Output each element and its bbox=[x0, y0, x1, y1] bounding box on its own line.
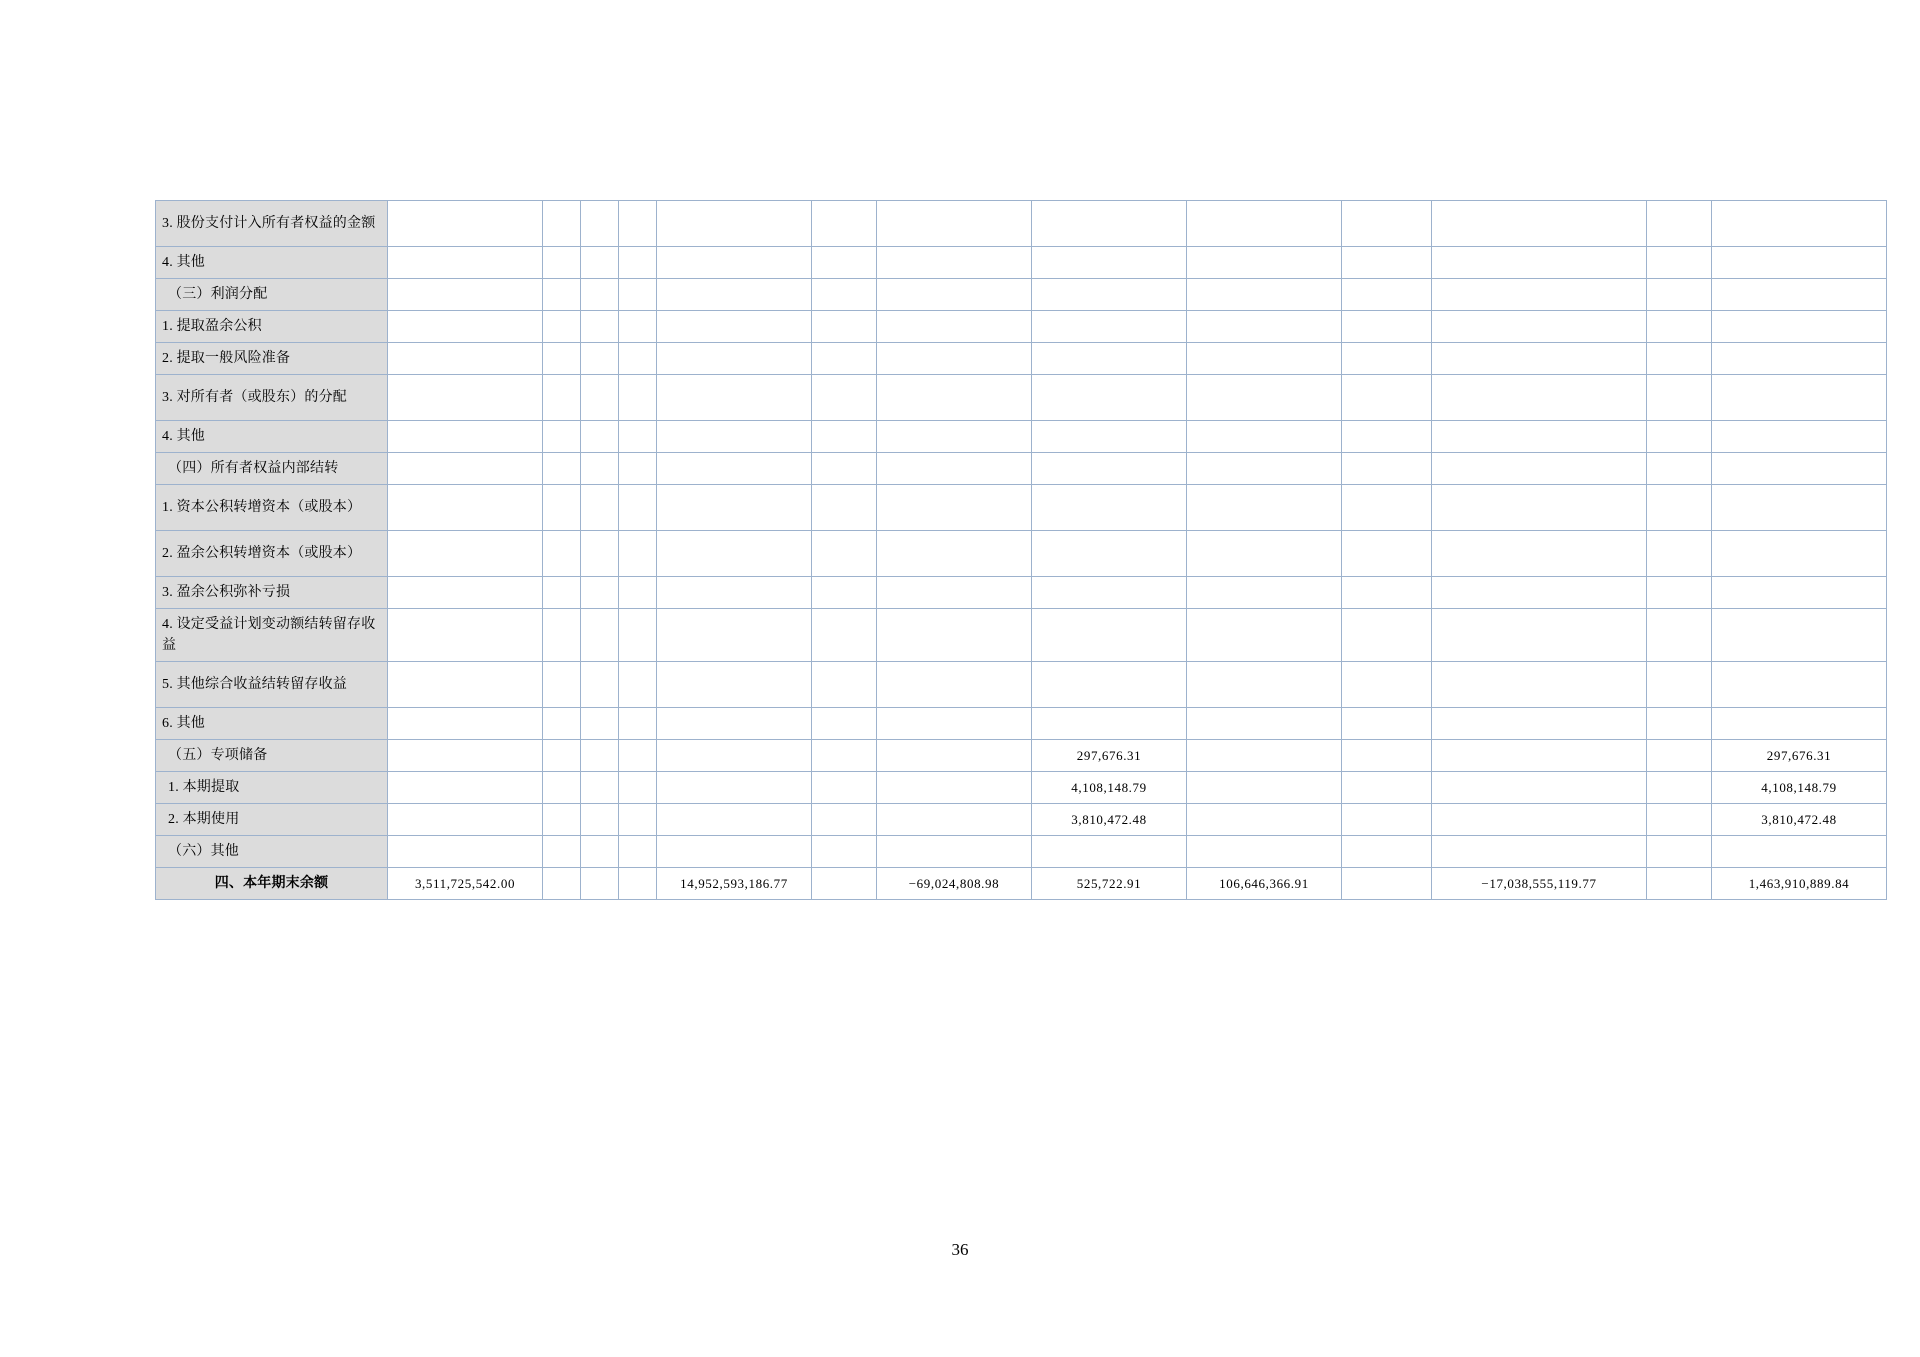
row-label: （三）利润分配 bbox=[156, 279, 388, 311]
table-row bbox=[156, 201, 1887, 247]
table-cell bbox=[1342, 804, 1432, 836]
table-cell bbox=[388, 531, 543, 577]
table-cell bbox=[388, 421, 543, 453]
table-cell bbox=[388, 804, 543, 836]
table-cell bbox=[1647, 772, 1712, 804]
table-cell bbox=[657, 609, 812, 662]
table-row bbox=[156, 247, 1887, 279]
table-cell bbox=[657, 421, 812, 453]
table-cell bbox=[1342, 247, 1432, 279]
table-cell bbox=[1432, 836, 1647, 868]
table-cell bbox=[812, 201, 877, 247]
table-cell bbox=[877, 247, 1032, 279]
table-cell bbox=[812, 868, 877, 900]
table-cell bbox=[812, 343, 877, 375]
row-label: 2. 盈余公积转增资本（或股本） bbox=[156, 531, 388, 577]
table-cell bbox=[388, 708, 543, 740]
table-cell bbox=[1712, 247, 1887, 279]
table-row bbox=[156, 311, 1887, 343]
table-cell bbox=[1712, 453, 1887, 485]
table-cell: 106,646,366.91 bbox=[1187, 868, 1342, 900]
table-cell bbox=[812, 531, 877, 577]
table-cell bbox=[619, 804, 657, 836]
table-cell bbox=[388, 772, 543, 804]
table-cell bbox=[1032, 836, 1187, 868]
table-cell bbox=[877, 311, 1032, 343]
table-cell bbox=[1712, 531, 1887, 577]
table-cell bbox=[581, 279, 619, 311]
table-cell bbox=[581, 311, 619, 343]
table-cell bbox=[1187, 609, 1342, 662]
row-label: 3. 对所有者（或股东）的分配 bbox=[156, 375, 388, 421]
table-cell bbox=[619, 279, 657, 311]
table-cell bbox=[388, 485, 543, 531]
table-cell bbox=[877, 453, 1032, 485]
table-cell bbox=[1187, 836, 1342, 868]
table-cell bbox=[543, 375, 581, 421]
table-cell bbox=[619, 708, 657, 740]
table-cell bbox=[581, 343, 619, 375]
table-cell bbox=[1187, 485, 1342, 531]
table-cell bbox=[1432, 279, 1647, 311]
table-cell bbox=[543, 708, 581, 740]
table-cell bbox=[1712, 311, 1887, 343]
table-cell bbox=[1712, 836, 1887, 868]
table-cell bbox=[1187, 804, 1342, 836]
table-cell bbox=[581, 453, 619, 485]
table-cell bbox=[581, 531, 619, 577]
table-cell bbox=[619, 577, 657, 609]
table-cell bbox=[581, 375, 619, 421]
table-cell bbox=[1187, 531, 1342, 577]
table-cell bbox=[581, 740, 619, 772]
table-cell bbox=[1032, 531, 1187, 577]
table-cell bbox=[1032, 662, 1187, 708]
table-cell bbox=[1187, 662, 1342, 708]
table-cell bbox=[877, 421, 1032, 453]
table-cell bbox=[1432, 311, 1647, 343]
table-cell bbox=[581, 577, 619, 609]
table-cell bbox=[1647, 311, 1712, 343]
table-cell bbox=[388, 311, 543, 343]
table-cell bbox=[619, 311, 657, 343]
table-cell bbox=[1647, 279, 1712, 311]
table-cell bbox=[388, 343, 543, 375]
table-cell bbox=[1432, 421, 1647, 453]
row-label: 四、本年期末余额 bbox=[156, 868, 388, 900]
row-label: （四）所有者权益内部结转 bbox=[156, 453, 388, 485]
table-cell bbox=[543, 453, 581, 485]
page-number: 36 bbox=[951, 1240, 969, 1259]
table-cell bbox=[1432, 247, 1647, 279]
table-cell bbox=[1647, 531, 1712, 577]
table-cell bbox=[388, 247, 543, 279]
table-cell bbox=[657, 772, 812, 804]
table-cell bbox=[619, 247, 657, 279]
table-cell bbox=[812, 453, 877, 485]
table-cell bbox=[657, 662, 812, 708]
table-cell bbox=[581, 662, 619, 708]
table-cell bbox=[1187, 201, 1342, 247]
table-cell bbox=[543, 311, 581, 343]
table-cell bbox=[812, 740, 877, 772]
table-cell bbox=[812, 708, 877, 740]
table-cell bbox=[619, 421, 657, 453]
table-cell bbox=[543, 531, 581, 577]
table-cell bbox=[1432, 201, 1647, 247]
table-cell bbox=[1032, 279, 1187, 311]
table-cell bbox=[581, 772, 619, 804]
table-row bbox=[156, 453, 1887, 485]
table-cell bbox=[1432, 708, 1647, 740]
table-cell bbox=[581, 708, 619, 740]
table-cell bbox=[581, 485, 619, 531]
table-cell bbox=[1712, 375, 1887, 421]
table-cell bbox=[543, 804, 581, 836]
row-label: （六）其他 bbox=[156, 836, 388, 868]
statement-of-changes-in-equity-table bbox=[155, 200, 1887, 900]
table-cell bbox=[388, 740, 543, 772]
table-cell bbox=[877, 485, 1032, 531]
table-cell: 4,108,148.79 bbox=[1712, 772, 1887, 804]
table-cell bbox=[543, 662, 581, 708]
table-cell bbox=[543, 247, 581, 279]
table-cell bbox=[657, 708, 812, 740]
table-row bbox=[156, 375, 1887, 421]
table-cell: 297,676.31 bbox=[1032, 740, 1187, 772]
table-cell bbox=[1342, 279, 1432, 311]
table-cell bbox=[877, 375, 1032, 421]
table-cell: 14,952,593,186.77 bbox=[657, 868, 812, 900]
table-row bbox=[156, 708, 1887, 740]
table-cell bbox=[1432, 485, 1647, 531]
table-cell bbox=[1647, 343, 1712, 375]
table-cell bbox=[1432, 577, 1647, 609]
table-cell bbox=[543, 343, 581, 375]
table-cell bbox=[619, 836, 657, 868]
row-label: 4. 其他 bbox=[156, 421, 388, 453]
row-label: 2. 本期使用 bbox=[156, 804, 388, 836]
table-cell bbox=[619, 772, 657, 804]
table-cell bbox=[812, 609, 877, 662]
table-row bbox=[156, 343, 1887, 375]
table-cell bbox=[619, 662, 657, 708]
table-cell bbox=[1647, 485, 1712, 531]
table-cell bbox=[1032, 343, 1187, 375]
table-cell bbox=[1712, 279, 1887, 311]
table-cell bbox=[388, 453, 543, 485]
table-cell bbox=[657, 453, 812, 485]
table-cell bbox=[1432, 804, 1647, 836]
row-label: （五）专项储备 bbox=[156, 740, 388, 772]
table-cell: 525,722.91 bbox=[1032, 868, 1187, 900]
table-cell bbox=[877, 708, 1032, 740]
table-cell bbox=[657, 740, 812, 772]
table-cell bbox=[543, 577, 581, 609]
table-cell bbox=[581, 836, 619, 868]
row-label: 6. 其他 bbox=[156, 708, 388, 740]
row-label: 4. 其他 bbox=[156, 247, 388, 279]
table-cell bbox=[1342, 311, 1432, 343]
table-cell bbox=[657, 311, 812, 343]
table-cell bbox=[657, 343, 812, 375]
table-cell bbox=[1342, 375, 1432, 421]
table-cell bbox=[657, 577, 812, 609]
table-cell bbox=[1342, 531, 1432, 577]
table-row bbox=[156, 421, 1887, 453]
row-label: 3. 股份支付计入所有者权益的金额 bbox=[156, 201, 388, 247]
table-cell bbox=[388, 609, 543, 662]
table-cell bbox=[1342, 868, 1432, 900]
table-cell bbox=[619, 201, 657, 247]
table-cell bbox=[877, 804, 1032, 836]
row-label: 4. 设定受益计划变动额结转留存收益 bbox=[156, 609, 388, 662]
table-cell bbox=[1342, 662, 1432, 708]
table-cell bbox=[877, 201, 1032, 247]
table-cell bbox=[812, 772, 877, 804]
table-cell bbox=[388, 279, 543, 311]
table-cell bbox=[877, 279, 1032, 311]
table-cell bbox=[1342, 740, 1432, 772]
table-cell bbox=[1032, 485, 1187, 531]
table-cell bbox=[812, 375, 877, 421]
table-cell bbox=[1647, 609, 1712, 662]
statement-of-changes-in-equity-table-wrap bbox=[155, 200, 1850, 900]
table-cell bbox=[877, 531, 1032, 577]
table-cell bbox=[812, 421, 877, 453]
table-cell bbox=[812, 836, 877, 868]
table-cell bbox=[1342, 772, 1432, 804]
table-cell bbox=[1647, 421, 1712, 453]
table-cell bbox=[581, 201, 619, 247]
table-cell bbox=[581, 609, 619, 662]
table-cell bbox=[877, 836, 1032, 868]
table-cell bbox=[619, 485, 657, 531]
table-cell: 297,676.31 bbox=[1712, 740, 1887, 772]
table-cell: 1,463,910,889.84 bbox=[1712, 868, 1887, 900]
table-row bbox=[156, 868, 1887, 900]
table-cell bbox=[1647, 453, 1712, 485]
table-cell bbox=[581, 804, 619, 836]
table-cell bbox=[812, 662, 877, 708]
table-cell bbox=[1342, 201, 1432, 247]
table-cell bbox=[1187, 708, 1342, 740]
table-cell bbox=[1342, 609, 1432, 662]
table-cell bbox=[1342, 485, 1432, 531]
table-cell bbox=[1187, 421, 1342, 453]
table-cell bbox=[1647, 836, 1712, 868]
table-cell bbox=[1647, 375, 1712, 421]
table-cell bbox=[1187, 577, 1342, 609]
table-cell bbox=[812, 279, 877, 311]
table-cell bbox=[877, 662, 1032, 708]
table-row bbox=[156, 531, 1887, 577]
table-cell bbox=[812, 311, 877, 343]
table-cell bbox=[1712, 201, 1887, 247]
table-cell bbox=[543, 609, 581, 662]
table-cell bbox=[619, 453, 657, 485]
table-cell bbox=[657, 485, 812, 531]
table-cell bbox=[619, 375, 657, 421]
table-cell: −17,038,555,119.77 bbox=[1432, 868, 1647, 900]
table-row bbox=[156, 609, 1887, 662]
table-cell bbox=[1342, 836, 1432, 868]
table-cell bbox=[877, 577, 1032, 609]
table-cell bbox=[388, 577, 543, 609]
table-cell bbox=[657, 375, 812, 421]
table-cell bbox=[388, 662, 543, 708]
table-cell bbox=[1032, 609, 1187, 662]
table-cell bbox=[1432, 453, 1647, 485]
table-cell bbox=[1342, 343, 1432, 375]
table-cell bbox=[877, 609, 1032, 662]
table-cell bbox=[543, 421, 581, 453]
table-cell bbox=[657, 531, 812, 577]
table-cell bbox=[543, 201, 581, 247]
table-cell bbox=[543, 868, 581, 900]
table-row bbox=[156, 836, 1887, 868]
row-label: 1. 提取盈余公积 bbox=[156, 311, 388, 343]
table-cell: 4,108,148.79 bbox=[1032, 772, 1187, 804]
table-cell bbox=[1187, 375, 1342, 421]
table-cell bbox=[1647, 247, 1712, 279]
table-cell bbox=[1342, 453, 1432, 485]
table-cell bbox=[877, 740, 1032, 772]
table-cell bbox=[1187, 311, 1342, 343]
table-row bbox=[156, 279, 1887, 311]
table-cell bbox=[1187, 279, 1342, 311]
table-cell bbox=[1032, 708, 1187, 740]
table-cell bbox=[1432, 740, 1647, 772]
table-cell bbox=[388, 836, 543, 868]
table-cell: 3,511,725,542.00 bbox=[388, 868, 543, 900]
table-cell bbox=[1432, 772, 1647, 804]
table-cell bbox=[1432, 375, 1647, 421]
table-cell bbox=[1032, 421, 1187, 453]
table-cell bbox=[543, 279, 581, 311]
table-cell bbox=[1032, 247, 1187, 279]
table-cell bbox=[1712, 609, 1887, 662]
table-cell bbox=[1032, 577, 1187, 609]
table-cell: 3,810,472.48 bbox=[1032, 804, 1187, 836]
table-cell bbox=[1712, 421, 1887, 453]
table-cell bbox=[581, 868, 619, 900]
table-cell bbox=[1712, 485, 1887, 531]
table-cell bbox=[581, 421, 619, 453]
table-cell bbox=[1187, 343, 1342, 375]
table-cell bbox=[657, 201, 812, 247]
row-label: 5. 其他综合收益结转留存收益 bbox=[156, 662, 388, 708]
table-cell bbox=[1032, 453, 1187, 485]
table-row bbox=[156, 662, 1887, 708]
table-cell bbox=[543, 772, 581, 804]
table-cell bbox=[657, 836, 812, 868]
table-cell bbox=[812, 577, 877, 609]
table-row bbox=[156, 772, 1887, 804]
table-cell bbox=[619, 609, 657, 662]
table-cell bbox=[1342, 421, 1432, 453]
table-row bbox=[156, 804, 1887, 836]
table-cell bbox=[1712, 662, 1887, 708]
table-cell bbox=[1187, 740, 1342, 772]
table-cell bbox=[619, 343, 657, 375]
table-cell: 3,810,472.48 bbox=[1712, 804, 1887, 836]
row-label: 1. 资本公积转增资本（或股本） bbox=[156, 485, 388, 531]
table-cell bbox=[1432, 662, 1647, 708]
row-label: 3. 盈余公积弥补亏损 bbox=[156, 577, 388, 609]
table-cell bbox=[543, 836, 581, 868]
table-cell: −69,024,808.98 bbox=[877, 868, 1032, 900]
table-row bbox=[156, 485, 1887, 531]
table-cell bbox=[1712, 577, 1887, 609]
table-cell bbox=[877, 772, 1032, 804]
table-cell bbox=[1647, 804, 1712, 836]
table-cell bbox=[657, 247, 812, 279]
table-cell bbox=[1432, 609, 1647, 662]
table-cell bbox=[388, 201, 543, 247]
table-cell bbox=[657, 804, 812, 836]
table-cell bbox=[1342, 708, 1432, 740]
table-cell bbox=[812, 485, 877, 531]
table-cell bbox=[1432, 531, 1647, 577]
table-cell bbox=[1432, 343, 1647, 375]
table-cell bbox=[1342, 577, 1432, 609]
table-cell bbox=[1647, 662, 1712, 708]
table-cell bbox=[1647, 740, 1712, 772]
table-cell bbox=[1647, 708, 1712, 740]
table-cell bbox=[1712, 343, 1887, 375]
table-cell bbox=[619, 531, 657, 577]
table-cell bbox=[1032, 375, 1187, 421]
table-cell bbox=[619, 740, 657, 772]
table-cell bbox=[1187, 247, 1342, 279]
table-cell bbox=[812, 804, 877, 836]
table-row bbox=[156, 740, 1887, 772]
table-cell bbox=[1647, 577, 1712, 609]
row-label: 2. 提取一般风险准备 bbox=[156, 343, 388, 375]
table-cell bbox=[877, 343, 1032, 375]
table-cell bbox=[543, 485, 581, 531]
table-cell bbox=[1032, 311, 1187, 343]
table-cell bbox=[657, 279, 812, 311]
table-cell bbox=[388, 375, 543, 421]
row-label: 1. 本期提取 bbox=[156, 772, 388, 804]
table-cell bbox=[1712, 708, 1887, 740]
table-cell bbox=[1647, 201, 1712, 247]
table-cell bbox=[1187, 772, 1342, 804]
table-cell bbox=[812, 247, 877, 279]
table-cell bbox=[619, 868, 657, 900]
table-row bbox=[156, 577, 1887, 609]
table-cell bbox=[581, 247, 619, 279]
table-cell bbox=[1187, 453, 1342, 485]
table-cell bbox=[543, 740, 581, 772]
table-cell bbox=[1032, 201, 1187, 247]
table-cell bbox=[1647, 868, 1712, 900]
